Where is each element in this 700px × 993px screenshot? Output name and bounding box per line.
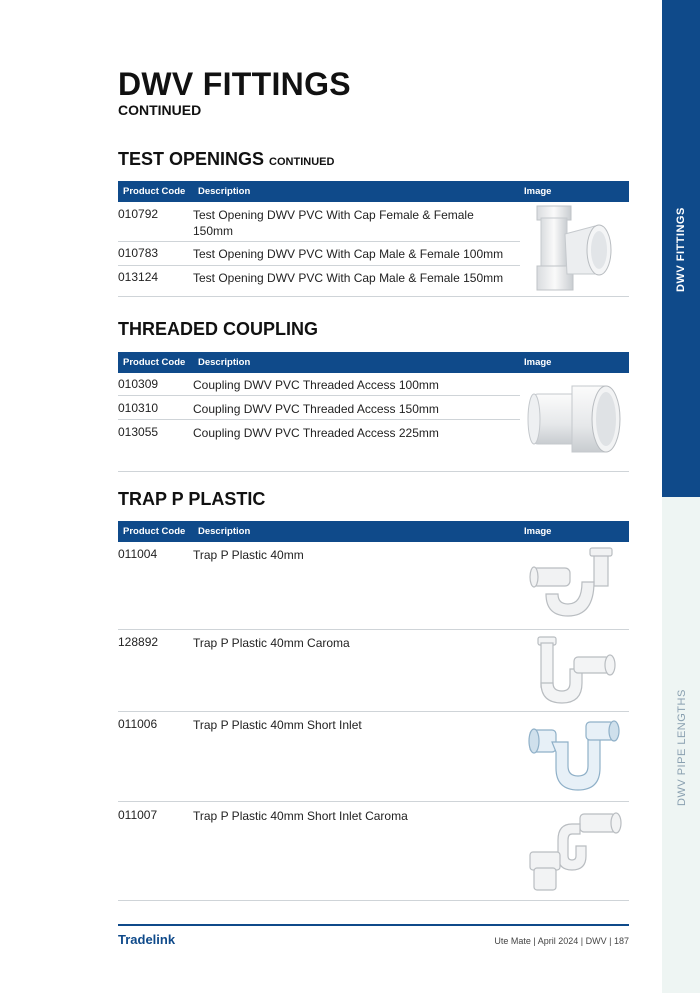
product-code: 013124 — [118, 270, 159, 284]
header-product-code: Product Code — [123, 186, 186, 197]
header-description: Description — [198, 526, 251, 537]
row-divider — [118, 801, 629, 802]
trap-p-image-4 — [528, 806, 623, 894]
page-subtitle: CONTINUED — [118, 102, 202, 118]
product-description: Trap P Plastic 40mm Caroma — [193, 636, 350, 650]
section-title-suffix: CONTINUED — [269, 156, 335, 168]
test-opening-image — [525, 204, 620, 294]
row-divider — [118, 900, 629, 901]
product-code: 128892 — [118, 635, 159, 649]
row-divider — [118, 395, 520, 396]
product-code: 013055 — [118, 425, 159, 439]
product-description: Test Opening DWV PVC With Cap Male & Female 150mm — [193, 271, 504, 285]
trap-p-image-2 — [530, 633, 620, 708]
product-description: Coupling DWV PVC Threaded Access 150mm — [193, 402, 439, 416]
table-header — [118, 521, 629, 542]
footer-page-info: Ute Mate | April 2024 | DWV | 187 — [494, 936, 629, 946]
product-description: Trap P Plastic 40mm Short Inlet — [193, 718, 362, 732]
product-code: 011004 — [118, 547, 158, 561]
section-divider — [118, 471, 629, 472]
threaded-coupling-image — [524, 380, 624, 460]
table-header — [118, 352, 629, 373]
product-description: Test Opening DWV PVC With Cap Female & Female 150mm — [193, 208, 474, 238]
product-description: Trap P Plastic 40mm Short Inlet Caroma — [193, 809, 408, 823]
header-image: Image — [524, 526, 552, 537]
table-header — [118, 181, 629, 202]
page-title: DWV FITTINGS — [118, 66, 351, 102]
row-divider — [118, 629, 629, 630]
product-description: Coupling DWV PVC Threaded Access 100mm — [193, 378, 439, 392]
footer-divider — [118, 924, 629, 926]
section-title-test-openings — [118, 149, 334, 170]
header-image: Image — [524, 357, 552, 368]
row-divider — [118, 241, 520, 242]
side-tab-label-inactive: DWV PIPE LENGTHS — [676, 689, 688, 806]
product-description: Trap P Plastic 40mm — [193, 548, 304, 562]
section-divider — [118, 296, 629, 297]
header-product-code: Product Code — [123, 526, 186, 537]
section-title-threaded-coupling: THREADED COUPLING — [118, 319, 319, 339]
product-code: 010310 — [118, 401, 159, 415]
trap-p-image-3 — [528, 716, 623, 796]
product-code: 010783 — [118, 246, 159, 260]
row-divider — [118, 265, 520, 266]
trap-p-image-1 — [528, 546, 623, 624]
section-title-text: TEST OPENINGS — [118, 149, 265, 169]
tradelink-logo: Tradelink — [118, 932, 176, 947]
section-title-trap-p-plastic: TRAP P PLASTIC — [118, 489, 266, 509]
product-code: 011007 — [118, 808, 158, 822]
header-description: Description — [198, 357, 251, 368]
row-divider — [118, 419, 520, 420]
side-tab-label-active: DWV FITTINGS — [675, 207, 687, 292]
product-code: 011006 — [118, 717, 158, 731]
header-description: Description — [198, 186, 251, 197]
product-description: Test Opening DWV PVC With Cap Male & Female 100mm — [193, 247, 504, 261]
header-image: Image — [524, 186, 552, 197]
header-product-code: Product Code — [123, 357, 186, 368]
product-description: Coupling DWV PVC Threaded Access 225mm — [193, 426, 439, 440]
row-divider — [118, 711, 629, 712]
product-code: 010309 — [118, 377, 159, 391]
product-code: 010792 — [118, 207, 159, 221]
